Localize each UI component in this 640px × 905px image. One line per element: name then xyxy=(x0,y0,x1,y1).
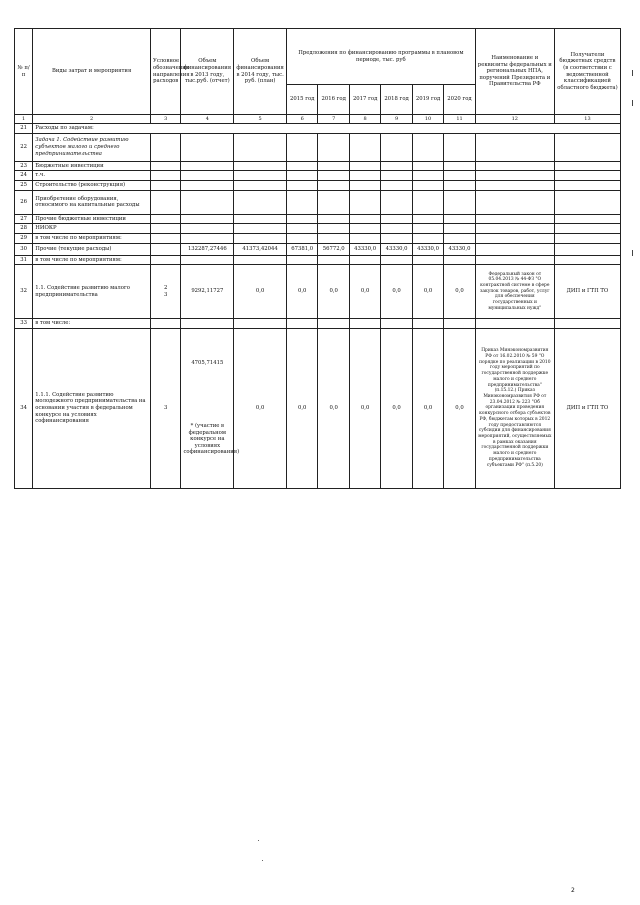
value-year: 43330,0 xyxy=(412,243,443,255)
table-row xyxy=(15,171,621,181)
col-number: 4 xyxy=(181,115,234,124)
row-num: 32 xyxy=(15,265,33,319)
value-year: 0,0 xyxy=(412,265,443,319)
row-name: Расходы по задачам: xyxy=(33,124,621,134)
row-name: 1.1. Содействие развитию малого предпринимательства xyxy=(33,265,151,319)
row-num: 34 xyxy=(15,328,33,488)
row-num: 23 xyxy=(15,161,33,171)
header-recipients: Получатели бюджетных средств (в соответствии с ведомственной классификацией областного бюджета) xyxy=(554,29,620,115)
value-2013: 132287,27446 xyxy=(181,243,234,255)
value-year: 43330,0 xyxy=(381,243,412,255)
col-number: 11 xyxy=(444,115,475,124)
header-year: 2020 год xyxy=(444,85,475,115)
row-num: 26 xyxy=(15,190,33,214)
value-2013-note: * (участие в федеральном конкурсе на условиях софинансирования) xyxy=(183,423,240,456)
header-vol2014: Объем финансирования в 2014 году, тыс. руб. (план) xyxy=(234,29,287,115)
header-year: 2017 год xyxy=(349,85,380,115)
value-year: 0,0 xyxy=(318,265,349,319)
row-num: 25 xyxy=(15,181,33,191)
value-year: 0,0 xyxy=(349,328,380,488)
row-name: 1.1.1. Содействие развитию молодежного предпринимательства на основании участия в федеральном конкурсе на условиях софинансирования xyxy=(33,328,151,488)
budget-table xyxy=(14,28,621,489)
table-row xyxy=(15,133,621,161)
value-2014: 0,0 xyxy=(234,265,287,319)
header-year: 2018 год xyxy=(381,85,412,115)
row-num: 22 xyxy=(15,133,33,161)
row-num: 21 xyxy=(15,124,33,134)
row-name: НИОКР xyxy=(33,224,151,234)
scan-edge-mark xyxy=(632,250,633,256)
table-row xyxy=(15,161,621,171)
row-recipient: ДИП и ГТП ТО xyxy=(554,328,620,488)
col-number: 7 xyxy=(318,115,349,124)
col-number: 8 xyxy=(349,115,380,124)
col-number: 9 xyxy=(381,115,412,124)
table-row xyxy=(15,214,621,224)
row-num: 30 xyxy=(15,243,33,255)
value-year: 0,0 xyxy=(381,265,412,319)
row-name: Прочие бюджетные инвестиции xyxy=(33,214,151,224)
value-year: 67381,0 xyxy=(287,243,318,255)
col-number: 5 xyxy=(234,115,287,124)
scan-speck xyxy=(262,860,263,861)
header-vol2013: Объем финансирования в 2013 году, тыс.руб. (отчет) xyxy=(181,29,234,115)
value-year: 0,0 xyxy=(287,328,318,488)
row-name: Бюджетные инвестиции xyxy=(33,161,151,171)
value-year: 56772,0 xyxy=(318,243,349,255)
value-2014: 0,0 xyxy=(234,328,287,488)
row-name: Строительство (реконструкция) xyxy=(33,181,151,191)
value-year: 0,0 xyxy=(412,328,443,488)
col-number: 3 xyxy=(151,115,181,124)
row-name: Прочие (текущие расходы) xyxy=(33,243,151,255)
value-year: 0,0 xyxy=(381,328,412,488)
table-row xyxy=(15,224,621,234)
table-row xyxy=(15,265,621,319)
table-row xyxy=(15,319,621,329)
value-2013: 4705,71415 xyxy=(191,360,224,367)
value-year: 43330,0 xyxy=(349,243,380,255)
value-2014: 41373,42044 xyxy=(234,243,287,255)
row-name: в том числе по мероприятиям: xyxy=(33,233,151,243)
header-proposals: Предложения по финансированию программы в плановом периоде, тыс. руб xyxy=(287,29,476,85)
row-name: Приобретение оборудования, относимого на капитальные расходы xyxy=(33,190,151,214)
row-num: 33 xyxy=(15,319,33,329)
row-docs: Приказ Минэкономразвития РФ от 16.02.2010 № 59 "О порядке по реализации в 2010 году мероприятий по государственной поддержке малого и среднего предпринимательства" (п.15.12.) Приказ Минэкономразвития РФ от 23.04.2012 № 223 "Об организации проведения конкурсного отбора субъектов РФ, бюджетам которых в 2012 году предоставляются субсидии для финансирования мероприятий, осуществляемых в рамках оказания государственной поддержки малого и среднего предпринимательства субъектами РФ" (п.5.20) xyxy=(475,328,554,488)
col-number: 13 xyxy=(554,115,620,124)
row-name: т.ч. xyxy=(33,171,151,181)
row-num: 27 xyxy=(15,214,33,224)
header-types: Виды затрат и мероприятия xyxy=(33,29,151,115)
value-year: 0,0 xyxy=(287,265,318,319)
scan-speck xyxy=(258,840,259,841)
scan-edge-mark xyxy=(632,100,633,106)
value-2013-cell xyxy=(181,328,240,488)
table-row xyxy=(15,190,621,214)
row-num: 24 xyxy=(15,171,33,181)
page-number: 2 xyxy=(571,887,575,894)
col-number: 2 xyxy=(33,115,151,124)
table-row xyxy=(15,181,621,191)
col-number: 10 xyxy=(412,115,443,124)
header-year: 2016 год xyxy=(318,85,349,115)
value-2013: 9292,11727 xyxy=(181,265,234,319)
table-row xyxy=(15,328,621,488)
table-row xyxy=(15,243,621,255)
row-num: 29 xyxy=(15,233,33,243)
table-row xyxy=(15,124,621,134)
row-num: 31 xyxy=(15,255,33,265)
col-number: 6 xyxy=(287,115,318,124)
value-year: 43330,0 xyxy=(444,243,475,255)
row-name: Задача 1. Содействие развитию субъектов малого и среднего предпринимательства xyxy=(33,133,151,161)
header-resp: Условное обозначение направления расходов xyxy=(151,29,181,115)
row-docs: Федеральный закон от 05.04.2013 № 44-ФЗ "О контрактной системе в сфере закупок товаров, работ, услуг для обеспечения государственных и муниципальных нужд" xyxy=(475,265,554,319)
row-recipient: ДИП и ГТП ТО xyxy=(554,265,620,319)
value-year: 0,0 xyxy=(318,328,349,488)
header-row xyxy=(15,29,621,85)
row-resp: 3 xyxy=(151,328,181,488)
column-numbers-row xyxy=(15,115,621,124)
value-year: 0,0 xyxy=(444,328,475,488)
header-docs: Наименование и реквизиты федеральных и региональных НПА, поручений Президента и Правительства РФ xyxy=(475,29,554,115)
header-num: № п/п xyxy=(15,29,33,115)
header-year: 2019 год xyxy=(412,85,443,115)
col-number: 1 xyxy=(15,115,33,124)
header-year: 2015 год xyxy=(287,85,318,115)
budget-table-page xyxy=(14,28,621,489)
row-name: в том числе по мероприятиям: xyxy=(33,255,151,265)
value-year: 0,0 xyxy=(444,265,475,319)
scan-edge-mark xyxy=(632,70,633,76)
row-resp: 2 3 xyxy=(151,265,181,319)
table-row xyxy=(15,255,621,265)
col-number: 12 xyxy=(475,115,554,124)
value-year: 0,0 xyxy=(349,265,380,319)
row-num: 28 xyxy=(15,224,33,234)
table-row xyxy=(15,233,621,243)
row-name: в том числе: xyxy=(33,319,151,329)
